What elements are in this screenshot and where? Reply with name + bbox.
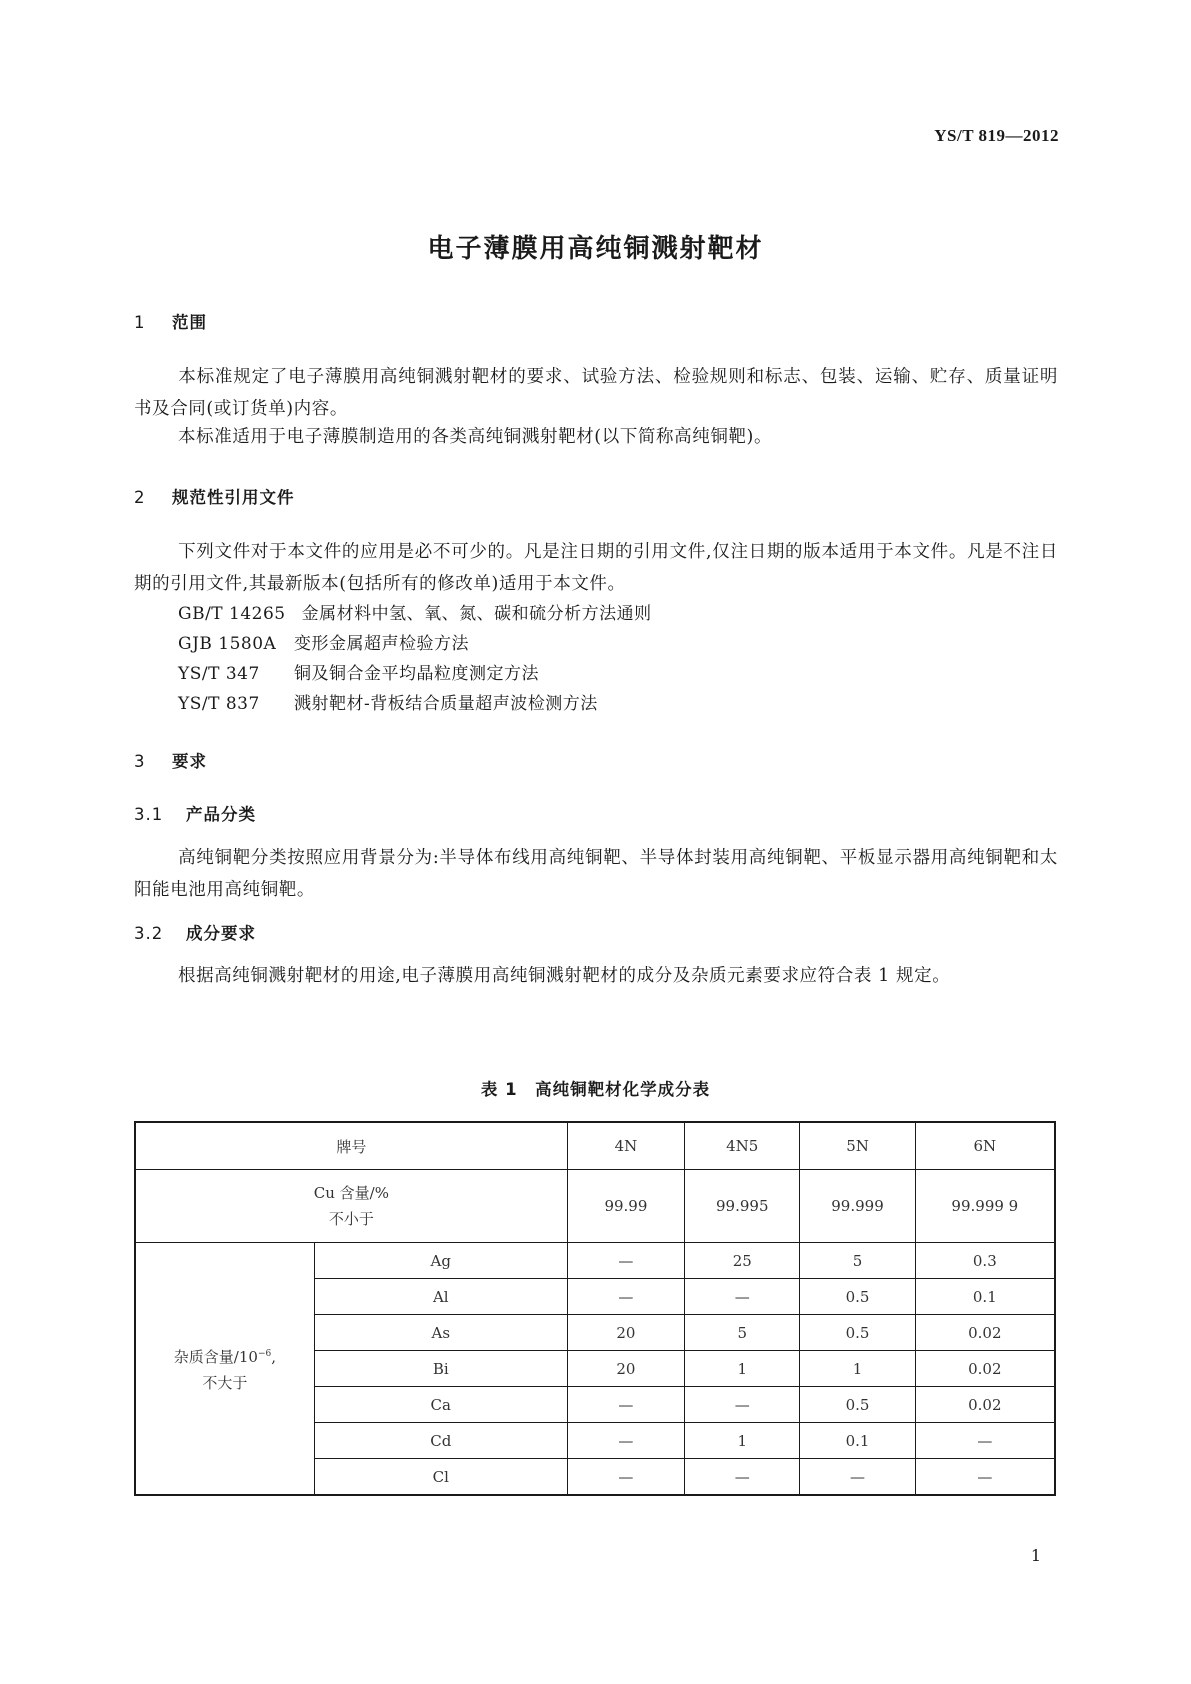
section-title: 产品分类 [186,805,256,824]
value-cell: 25 [685,1243,800,1279]
value-cell: 1 [800,1351,915,1387]
value-cell: — [800,1459,915,1496]
section-number: 3 [134,752,146,771]
value-cell: — [915,1423,1055,1459]
table-caption: 表 1 高纯铜靶材化学成分表 [480,1080,711,1099]
reference-code: GJB 1580A [178,634,277,654]
grade-label: 牌号 [135,1122,567,1170]
value-cell: 0.5 [800,1387,915,1423]
value-cell: — [567,1459,684,1496]
section-number: 1 [134,313,146,332]
impurity-label-exp: −6 [257,1349,272,1359]
cu-value: 99.995 [685,1170,800,1243]
table-row [135,1243,1055,1279]
cu-label [135,1170,567,1243]
grade-cell: 6N [915,1122,1055,1170]
value-cell: 20 [567,1315,684,1351]
cu-label-line2: 不小于 [328,1210,374,1228]
section-3-heading [134,748,207,772]
normative-reference [178,659,539,684]
section-2-paragraph-1 [134,536,1058,600]
grade-cell: 4N [567,1122,684,1170]
reference-title: 铜及铜合金平均晶粒度测定方法 [294,664,539,684]
element-cell: Ag [314,1243,567,1279]
reference-code: YS/T 347 [178,664,260,684]
element-cell: As [314,1315,567,1351]
composition-table [134,1121,1056,1496]
value-cell: — [567,1387,684,1423]
value-cell: 5 [685,1315,800,1351]
cu-content-row [135,1170,1055,1243]
element-cell: Al [314,1279,567,1315]
value-cell: 0.5 [800,1315,915,1351]
section-1-heading [134,309,207,333]
value-cell: — [567,1423,684,1459]
value-cell: — [685,1279,800,1315]
impurity-label-line2: 不大于 [202,1374,248,1392]
section-title: 成分要求 [186,924,256,943]
section-number: 3.1 [134,805,164,824]
value-cell: 0.02 [915,1351,1055,1387]
document-title: 电子薄膜用高纯铜溅射靶材 [427,234,764,264]
section-title: 规范性引用文件 [172,488,295,507]
value-cell: 0.3 [915,1243,1055,1279]
impurity-label-pre: 杂质含量/10 [173,1348,258,1366]
section-3-1-heading [134,801,256,825]
element-cell: Cd [314,1423,567,1459]
paragraph-text: 本标准适用于电子薄膜制造用的各类高纯铜溅射靶材(以下简称高纯铜靶)。 [178,427,773,447]
value-cell: 0.02 [915,1315,1055,1351]
section-2-heading [134,484,295,508]
reference-title: 溅射靶材-背板结合质量超声波检测方法 [294,694,598,714]
section-3-2-paragraph [134,960,1058,992]
impurity-label-line1 [136,1341,314,1370]
value-cell: — [567,1279,684,1315]
value-cell: 0.5 [800,1279,915,1315]
section-number: 2 [134,488,146,507]
value-cell: 0.1 [800,1423,915,1459]
impurity-label-post: , [271,1348,276,1366]
element-cell: Ca [314,1387,567,1423]
reference-code: GB/T 14265 [178,604,286,624]
grade-cell: 5N [800,1122,915,1170]
normative-reference [178,599,652,624]
value-cell: 1 [685,1351,800,1387]
value-cell: 0.02 [915,1387,1055,1423]
value-cell: — [685,1459,800,1496]
impurity-label [135,1243,314,1496]
standard-code: YS/T 819—2012 [934,126,1059,145]
page-number: 1 [1030,1546,1041,1565]
value-cell: — [915,1459,1055,1496]
section-1-paragraph-1 [134,361,1058,425]
paragraph-text: 本标准规定了电子薄膜用高纯铜溅射靶材的要求、试验方法、检验规则和标志、包装、运输、贮存、质量证明书及合同(或订货单)内容。 [134,367,1058,419]
section-number: 3.2 [134,924,164,943]
section-title: 要求 [172,752,207,771]
paragraph-text: 高纯铜靶分类按照应用背景分为:半导体布线用高纯铜靶、半导体封装用高纯铜靶、平板显示器用高纯铜靶和太阳能电池用高纯铜靶。 [134,848,1058,900]
reference-title: 变形金属超声检验方法 [294,634,469,654]
section-1-paragraph-2 [134,421,1058,453]
grade-cell: 4N5 [685,1122,800,1170]
table-header-row [135,1122,1055,1170]
cu-value: 99.99 [567,1170,684,1243]
cu-value: 99.999 [800,1170,915,1243]
section-title: 范围 [172,313,207,332]
section-3-2-heading [134,920,256,944]
value-cell: 5 [800,1243,915,1279]
paragraph-text: 根据高纯铜溅射靶材的用途,电子薄膜用高纯铜溅射靶材的成分及杂质元素要求应符合表 1 规定。 [178,966,951,986]
value-cell: — [685,1387,800,1423]
reference-code: YS/T 837 [178,694,260,714]
value-cell: 0.1 [915,1279,1055,1315]
value-cell: — [567,1243,684,1279]
value-cell: 1 [685,1423,800,1459]
element-cell: Cl [314,1459,567,1496]
reference-title: 金属材料中氢、氧、氮、碳和硫分析方法通则 [301,604,652,624]
normative-reference [178,629,469,654]
element-cell: Bi [314,1351,567,1387]
value-cell: 20 [567,1351,684,1387]
normative-reference [178,689,598,714]
section-3-1-paragraph [134,842,1058,906]
cu-label-line1: Cu 含量/% [313,1184,389,1202]
cu-value: 99.999 9 [915,1170,1055,1243]
paragraph-text: 下列文件对于本文件的应用是必不可少的。凡是注日期的引用文件,仅注日期的版本适用于本文件。凡是不注日期的引用文件,其最新版本(包括所有的修改单)适用于本文件。 [134,542,1058,594]
